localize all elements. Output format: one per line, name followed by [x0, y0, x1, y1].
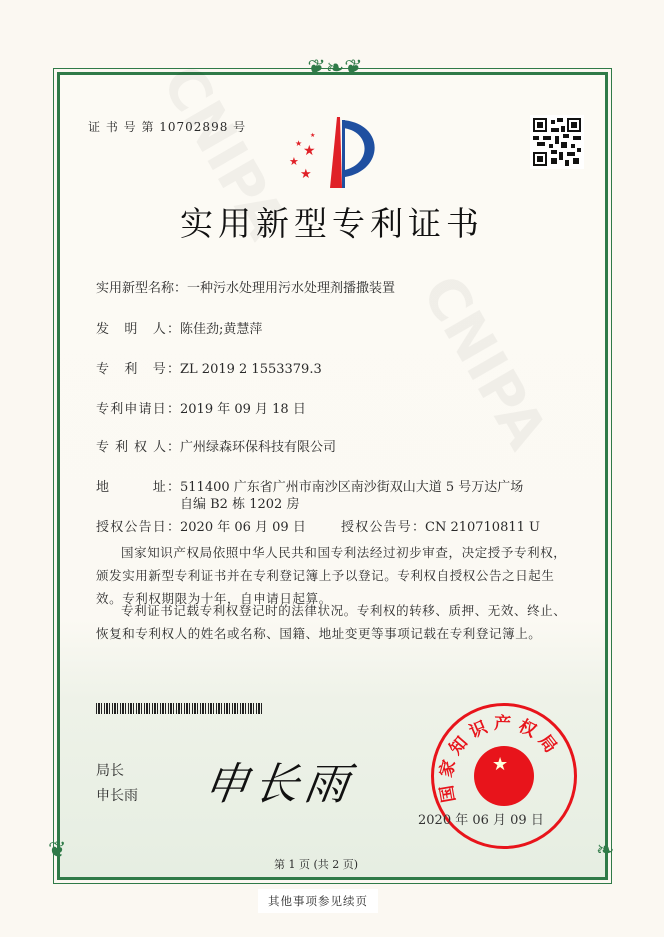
field-application-date — [96, 398, 306, 417]
field-value: 陈佳劲;黄慧萍 — [180, 322, 263, 337]
svg-text:★: ★ — [300, 167, 312, 182]
field-value: CN 210710811 U — [425, 520, 540, 535]
svg-text:★: ★ — [303, 143, 316, 159]
field-utility-model-name — [96, 277, 395, 296]
certificate-number: 证 书 号 第 10702898 号 — [88, 120, 247, 134]
field-patent-number — [96, 358, 322, 377]
field-value: 2019 年 09 月 18 日 — [180, 402, 306, 417]
continued-note: 其他事项参见续页 — [258, 889, 378, 913]
director-name: 申长雨 — [96, 788, 138, 804]
cnipa-logo-icon — [285, 115, 380, 190]
field-label: 发 明 人： — [96, 322, 180, 337]
director-signature: 申长雨 — [200, 759, 358, 810]
field-announcement-number — [341, 516, 540, 535]
top-ornament-icon: ❦❧❦ — [307, 56, 363, 81]
seal-text: 国家知识产权局 — [436, 713, 565, 804]
corner-ornament-icon: ❦ — [48, 838, 67, 863]
field-value: 2020 年 06 月 09 日 — [180, 520, 306, 535]
svg-text:★: ★ — [310, 132, 316, 139]
svg-text:★: ★ — [295, 139, 303, 148]
svg-text:★: ★ — [289, 155, 299, 168]
field-value: 广州绿森环保科技有限公司 — [180, 440, 337, 455]
qr-code — [530, 115, 584, 169]
field-label: 授权公告日： — [96, 520, 180, 535]
field-label: 授权公告号： — [341, 520, 425, 535]
field-value: 一种污水处理用污水处理剂播撒装置 — [187, 281, 396, 296]
statement-paragraph: 国家知识产权局依照中华人民共和国专利法经过初步审查，决定授予专利权，颁发实用新型专利证书并在专利登记簿上予以登记。专利权自授权公告之日起生效。专利权期限为十年，自申请日起算。 — [96, 545, 567, 606]
field-inventor — [96, 318, 262, 337]
field-label: 专 利 权 人： — [96, 440, 180, 455]
field-value: 511400 广东省广州市南沙区南沙街双山大道 5 号万达广场 — [180, 480, 524, 495]
field-label: 专 利 号： — [96, 362, 180, 377]
field-grant-date — [96, 516, 306, 535]
statement-paragraph: 专利证书记载专利权登记时的法律状况。专利权的转移、质押、无效、终止、恢复和专利权人的姓名或名称、国籍、地址变更等事项记载在专利登记簿上。 — [96, 603, 567, 641]
corner-ornament-icon: ❧ — [596, 838, 615, 863]
director-title: 局长 — [96, 763, 124, 779]
field-address-line2: 自编 B2 栋 1202 房 — [180, 497, 300, 512]
svg-text:★: ★ — [492, 754, 509, 775]
field-value: ZL 2019 2 1553379.3 — [180, 362, 322, 377]
barcode — [96, 703, 264, 714]
field-label: 地 址： — [96, 480, 180, 495]
field-label: 实用新型名称： — [96, 281, 188, 296]
certificate-title: 实用新型专利证书 — [180, 204, 484, 243]
page-indicator: 第 1 页 (共 2 页) — [273, 858, 359, 871]
field-address — [96, 476, 523, 495]
field-patentee — [96, 436, 336, 455]
field-label: 专利申请日： — [96, 402, 180, 417]
seal-date: 2020 年 06 月 09 日 — [418, 813, 544, 828]
